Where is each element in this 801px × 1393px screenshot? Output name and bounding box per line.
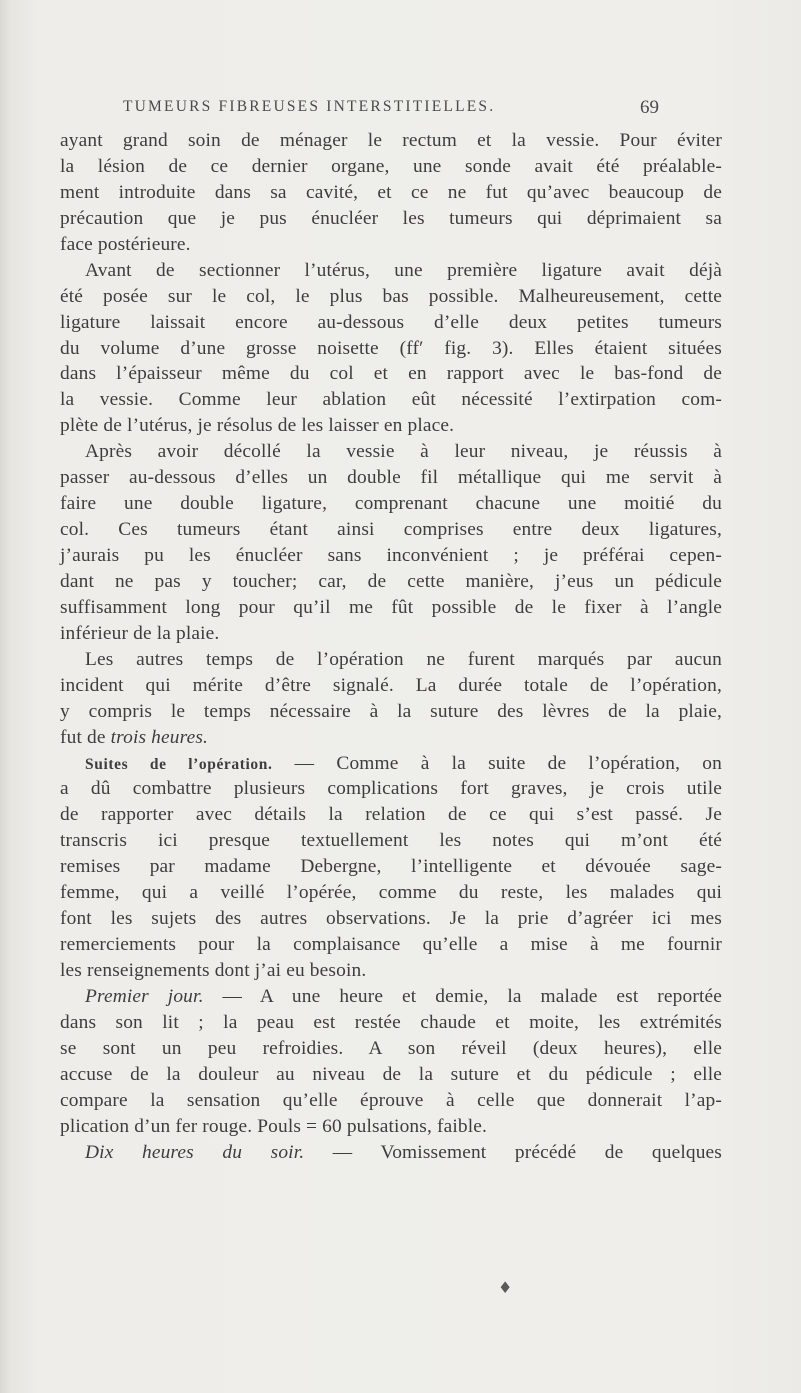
text-line: transcris ici presque textuellement les notes qui m’ont été — [60, 830, 722, 852]
text-line: ment introduite dans sa cavité, et ce ne fut qu’avec beaucoup de — [60, 181, 722, 203]
text-line: y compris le temps nécessaire à la suture des lèvres de la plaie, — [60, 700, 722, 722]
page-number: 69 — [640, 97, 659, 118]
text-line: les renseignements dont j’ai eu besoin. — [60, 960, 367, 981]
text-line: passer au-dessous d’elles un double fil métallique qui me servit à — [60, 467, 722, 489]
first-day-italic: Premier jour. — [85, 985, 204, 1007]
em-dash: — — [272, 752, 337, 774]
text-line — [60, 751, 722, 777]
duration-italic: trois heures. — [110, 726, 209, 748]
text-line: a dû combattre plusieurs complications fort graves, je crois utile — [60, 778, 722, 800]
running-head — [0, 98, 801, 122]
section-heading: Suites de l’opération. — [85, 755, 273, 773]
text-line: incident qui mérite d’être signalé. La durée totale de l’opération, — [60, 674, 722, 696]
text-fragment: Vomissement précédé de quelques — [380, 1141, 723, 1163]
text-line: Avant de sectionner l’utérus, une première ligature avait déjà — [85, 259, 722, 281]
text-line: la vessie. Comme leur ablation eût nécessité l’extirpation com- — [60, 389, 722, 411]
evening-italic: Dix heures du soir. — [85, 1141, 305, 1163]
text-line: été posée sur le col, le plus bas possible. Malheureusement, cette — [60, 285, 722, 307]
text-line — [60, 984, 722, 1010]
text-line: dant ne pas y toucher; car, de cette manière, j’eus un pédicule — [60, 570, 722, 592]
text-line: face postérieure. — [60, 233, 191, 255]
text-fragment: fut de — [60, 726, 106, 748]
text-line: remerciements pour la complaisance qu’elle a mise à me fournir — [60, 934, 722, 956]
text-line: font les sujets des autres observations. Je la prie d’agréer ici mes — [60, 908, 722, 930]
text-fragment: Comme à la suite de l’opération, on — [336, 752, 722, 774]
running-title: TUMEURS FIBREUSES INTERSTITIELLES. — [123, 98, 496, 115]
text-line: j’aurais pu les énucléer sans inconvénient ; je préférai cepen- — [60, 545, 722, 566]
em-dash: — — [203, 985, 260, 1007]
text-line: se sont un peu refroidies. A son réveil (deux heures), elle — [60, 1037, 722, 1059]
text-line: col. Ces tumeurs étant ainsi comprises entre deux ligatures, — [60, 519, 722, 541]
body-text — [60, 128, 722, 1166]
text-line: suffisamment long pour qu’il me fût possible de le fixer à l’angle — [60, 596, 722, 618]
text-line: précaution que je pus énucléer les tumeurs qui déprimaient sa — [60, 207, 722, 229]
text-line: accuse de la douleur au niveau de la suture et du pédicule ; elle — [60, 1063, 722, 1085]
text-line: dans l’épaisseur même du col et en rapport avec le bas-fond de — [60, 363, 722, 385]
text-line — [60, 725, 722, 751]
printer-ornament-icon: ♦ — [498, 1278, 513, 1297]
text-line: plète de l’utérus, je résolus de les laisser en place. — [60, 415, 455, 437]
text-line: faire une double ligature, comprenant chacune une moitié du — [60, 493, 722, 515]
text-line: dans son lit ; la peau est restée chaude et moite, les extrémités — [60, 1011, 722, 1033]
em-dash: — — [304, 1141, 381, 1163]
text-line: inférieur de la plaie. — [60, 622, 220, 644]
text-line: Les autres temps de l’opération ne furent marqués par aucun — [85, 648, 722, 670]
text-line: du volume d’une grosse noisette (ff′ fig. 3). Elles étaient situées — [60, 337, 722, 359]
text-line: femme, qui a veillé l’opérée, comme du reste, les malades qui — [60, 882, 722, 904]
text-line: ayant grand soin de ménager le rectum et la vessie. Pour éviter — [60, 130, 722, 151]
text-line: ligature laissait encore au-dessous d’elle deux petites tumeurs — [60, 311, 722, 333]
text-fragment: A une heure et demie, la malade est reportée — [259, 985, 723, 1007]
text-line: de rapporter avec détails la relation de ce qui s’est passé. Je — [60, 804, 722, 826]
text-line: remises par madame Debergne, l’intelligente et dévouée sage- — [60, 856, 722, 878]
text-line: compare la sensation qu’elle éprouve à celle que donnerait l’ap- — [60, 1089, 722, 1111]
text-line — [60, 1140, 722, 1166]
text-line: plication d’un fer rouge. Pouls = 60 pulsations, faible. — [60, 1115, 488, 1137]
text-line: la lésion de ce dernier organe, une sonde avait été préalable- — [60, 155, 722, 177]
text-line: Après avoir décollé la vessie à leur niveau, je réussis à — [85, 441, 722, 463]
